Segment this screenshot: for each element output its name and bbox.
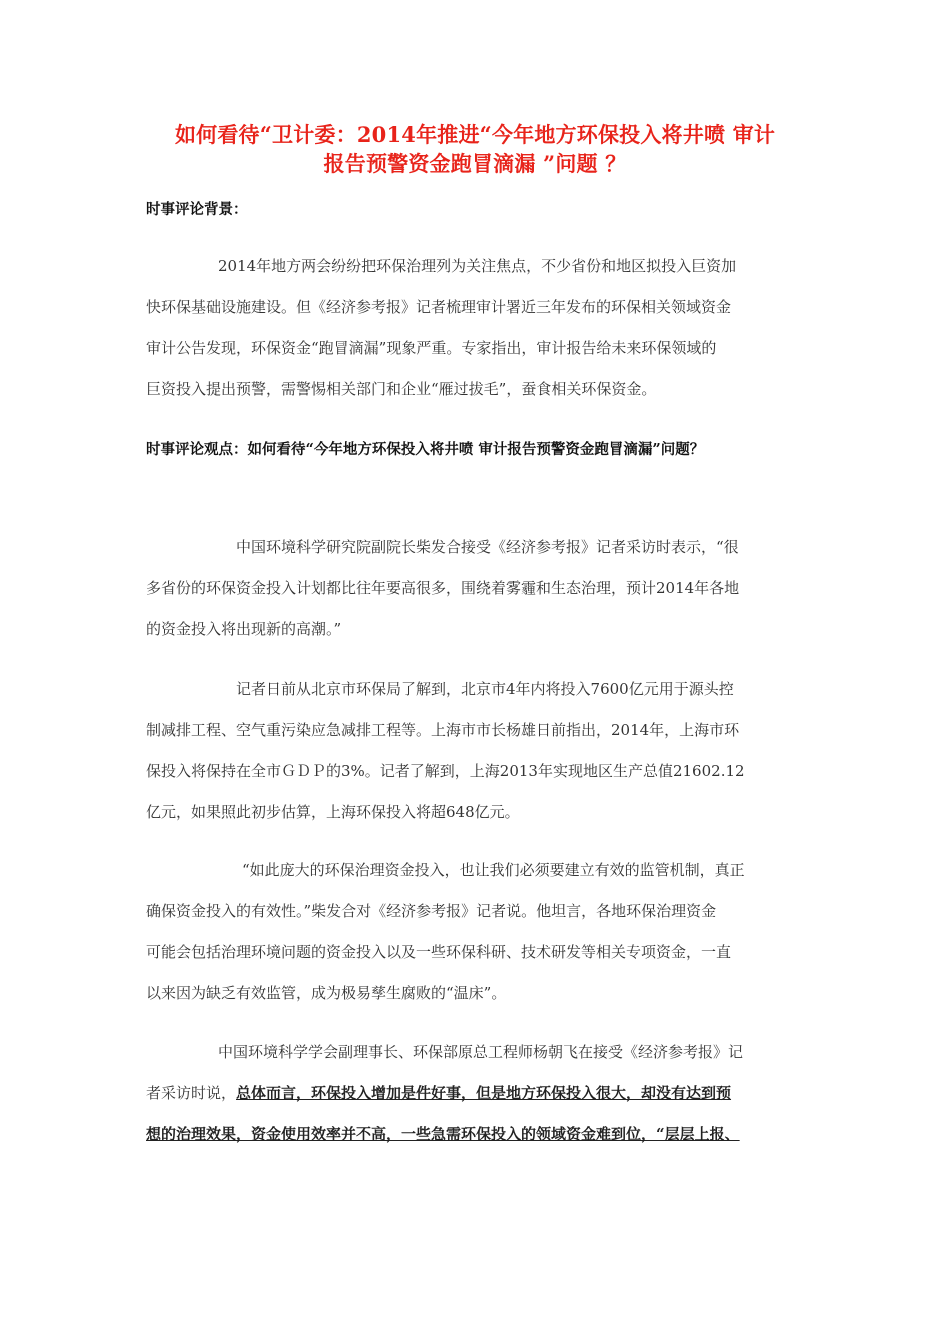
background-line-4: 巨资投入提出预警，需警惕相关部门和企业“雁过拔毛”，蚕食相关环保资金。 — [146, 380, 657, 398]
p4-line-1: 中国环境科学学会副理事长、环保部原总工程师杨朝飞在接受《经济参考报》记 — [218, 1043, 744, 1061]
p4-line-2-emphasis: 总体而言，环保投入增加是件好事，但是地方环保投入很大，却没有达到预 — [236, 1084, 732, 1102]
p3-line-1: “如此庞大的环保治理资金投入，也让我们必须要建立有效的监管机制，真正 — [242, 861, 745, 879]
background-line-3: 审计公告发现，环保资金“跑冒滴漏”现象严重。专家指出，审计报告给未来环保领域的 — [146, 339, 717, 357]
document-title — [120, 120, 830, 178]
p2-line-3: 保投入将保持在全市ＧＤＰ的3%。记者了解到，上海2013年实现地区生产总值21602.12 — [146, 762, 745, 780]
p4-line-2-plain: 者采访时说， — [146, 1084, 237, 1102]
background-heading: 时事评论背景： — [146, 201, 248, 218]
p2-line-2: 制减排工程、空气重污染应急减排工程等。上海市市长杨雄日前指出，2014年，上海市环 — [146, 721, 740, 739]
p2-line-4: 亿元，如果照此初步估算，上海环保投入将超648亿元。 — [146, 803, 520, 821]
paragraph-3 — [146, 850, 806, 1014]
viewpoint-heading: 时事评论观点：如何看待“今年地方环保投入将井喷 审计报告预警资金跑冒滴漏”问题？ — [146, 441, 705, 458]
p4-line-3 — [146, 1114, 806, 1155]
paragraph-1 — [146, 527, 806, 650]
p2-line-1: 记者日前从北京市环保局了解到，北京市4年内将投入7600亿元用于源头控 — [236, 680, 734, 698]
p1-line-2: 多省份的环保资金投入计划都比往年要高很多，围绕着雾霾和生态治理，预计2014年各地 — [146, 579, 740, 597]
background-line-1: 2014年地方两会纷纷把环保治理列为关注焦点，不少省份和地区拟投入巨资加 — [218, 257, 737, 275]
p1-line-3: 的资金投入将出现新的高潮。” — [146, 620, 342, 638]
p4-line-2 — [146, 1073, 806, 1114]
p1-line-1: 中国环境科学研究院副院长柴发合接受《经济参考报》记者采访时表示，“很 — [236, 538, 739, 556]
paragraph-4 — [146, 1032, 806, 1155]
p3-line-3: 可能会包括治理环境问题的资金投入以及一些环保科研、技术研发等相关专项资金，一直 — [146, 943, 732, 961]
p4-line-3-emphasis: 想的治理效果，资金使用效率并不高，一些急需环保投入的领域资金难到位，“层层上报、 — [146, 1125, 740, 1143]
background-paragraph — [146, 246, 806, 410]
paragraph-2 — [146, 669, 806, 833]
title-line-2: 报告预警资金跑冒滴漏 ”问题 ？ — [323, 151, 627, 176]
title-line-1: 如何看待“卫计委：2014年推进“今年地方环保投入将井喷 审计 — [174, 122, 776, 147]
p3-line-4: 以来因为缺乏有效监管，成为极易孳生腐败的“温床”。 — [146, 984, 507, 1002]
p3-line-2: 确保资金投入的有效性。”柴发合对《经济参考报》记者说。他坦言，各地环保治理资金 — [146, 902, 717, 920]
background-line-2: 快环保基础设施建设。但《经济参考报》记者梳理审计署近三年发布的环保相关领域资金 — [146, 298, 732, 316]
